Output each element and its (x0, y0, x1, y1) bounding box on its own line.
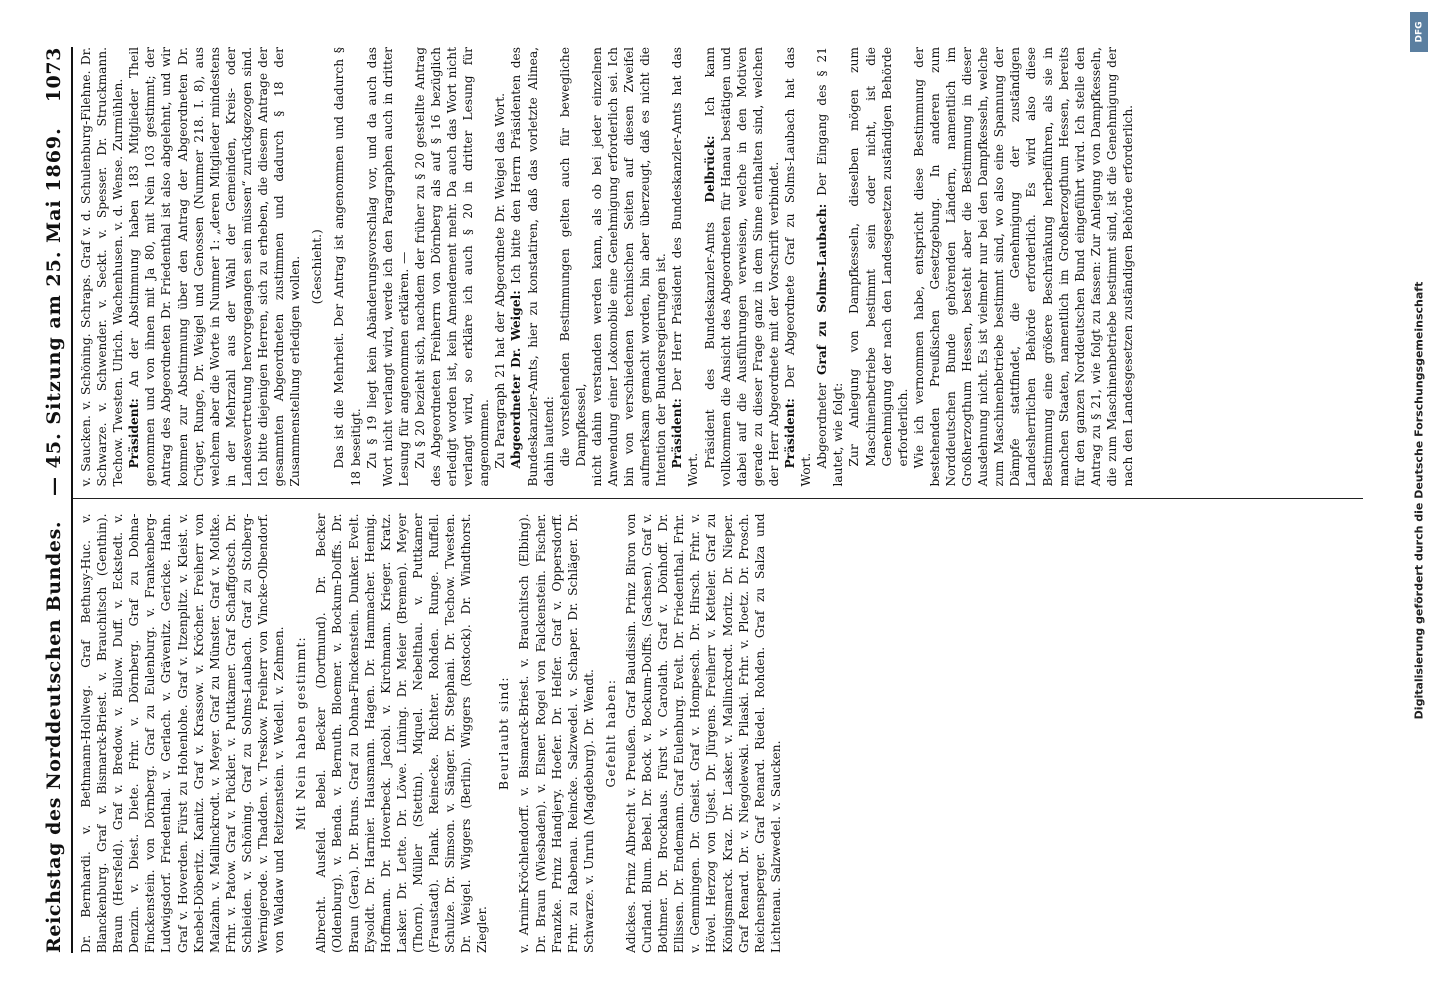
paragraph-section-20: Zu § 20 bezieht sich, nachdem der früher zu § 20 gestellte Antrag des Abgeordneten Freiherrn von Dörnberg als auf § 16 bezüglich erledigt worden ist, kein Amendement mehr. Da auch das Wort nicht verlangt wird, so erkläre ich auch § 20 in dritter Lesung für angenommen. (412, 47, 492, 487)
speech-text: An der Abstimmung haben 183 Mitglieder Theil genommen und von ihnen mit Ja 80, mit Nein 103 gestimmt; der Antrag des Abgeordneten Dr. Friedenthal ist also abgelehnt, und wir kommen zur Abstimmung über den Antrag der Abgeordneten Dr. Crüger, Runge, Dr. Weigel und Genossen (Nummer 218. I. 8), aus welchem aber die Worte in Nummer 1: „deren Mitglieder mindestens in der Mehrzahl aus der Wahl der Gemeinden, Kreis- oder Landesvertretung hervorgegangen sein müssen“ zurückgezogen sind. Ich bitte diejenigen Herren, sich zu erheben, die diesem Antrage der gesammten Abgeordneten zustimmen und dadurch § 18 der Zusammenstellung erledigen wollen. (127, 47, 303, 487)
speaker-role: Abgeordneter (815, 382, 830, 469)
speaker-name: Delbrück: (702, 135, 717, 203)
paragraph-delbrueck (702, 47, 782, 487)
paragraph-section-21: Zu Paragraph 21 hat der Abgeordnete Dr. Weigel das Wort. (493, 93, 508, 469)
speaker-name: Präsident: (127, 398, 142, 469)
speaker-name: Präsident: (670, 398, 685, 469)
paragraph-president-solms (782, 47, 814, 487)
absent-list-continued: v. Saucken. v. Schöning. Schraps. Graf v. d. Schulenburg-Filehne. Dr. Schwarze. v. Schwender. v. Seckt. v. Spesser. Dr. Struckmann. Techow. Twesten. Ulrich. Wachenhusen. v. d. Wense. Zurmühlen. (79, 47, 126, 487)
quotation: die vorstehenden Bestimmungen gelten auch für bewegliche Dampfkessel, (557, 47, 588, 467)
stage-direction: (Geschieht.) (310, 229, 325, 305)
text-columns (73, 47, 1363, 953)
paragraph-president-vote (126, 47, 303, 487)
no-voters-list: Albrecht. Ausfeld. Bebel. Becker (Dortmund). Dr. Becker (Oldenburg). v. Benda. v. Bernuth. Bloemer. v. Bockum-Dolffs. Dr. Braun (Gera). Dr. Bruns. Graf zu Dohna-Finckenstein. Dunker. Evelt. Eysoldt. Dr. Harnier. Hausmann. Hagen. Dr. Hammacher. Hennig. Hoffmann. Dr. Hoverbeck. Jacobi. v. Kirchmann. Krieger. Kratz. Lasker. Dr. Lette. Dr. Löwe. Lüning. Dr. Meier (Bremen). Meyer (Thorn). Müller (Stettin). Miquel. Nebelthau. v. Puttkamer (Fraustadt). Plank. Reinecke. Richter. Rohden. Runge. Ruffell. Schulze. Dr. Simson. v. Sänger. Dr. Stephani. Dr. Techow. Twesten. Dr. Weigel. Wiggers (Berlin). Wiggers (Rostock). Dr. Windthorst. Ziegler. (314, 513, 490, 953)
digitization-credit (1406, 0, 1432, 1000)
paragraph-weigel (508, 47, 556, 487)
yes-voters-list: Dr. Bernhardi. v. Bethmann-Hollweg. Graf Bethusy-Huc. v. Blanckenburg. Graf v. Bismarck-Briest. v. Brauchitsch (Genthin). Braun (Hersfeld). Graf v. Bredow. v. Bülow. Duff. v. Eckstedt. v. Denzin. v. Diest. Diete. Frhr. v. Dörnberg. Graf zu Dohna-Finckenstein. von Dörnberg. Graf zu Eulenburg. v. Frankenberg-Ludwigsdorf. Friedenthal. v. Gerlach. v. Grävenitz. Gericke. Hahn. Graf v. Hoverden. Fürst zu Hohenlohe. Graf v. Itzenplitz. v. Kleist. v. Knebel-Döberitz. Kanitz. Graf v. Krassow. v. Kröcher. Freiherr von Malzahn. v. Mallinckrodt. v. Meyer. Graf zu Münster. Graf v. Moltke. Frhr. v. Patow. Graf v. Pückler. v. Puttkamer. Graf Schaffgotsch. Dr. Schleiden. v. Schöning. Graf zu Solms-Laubach. Graf zu Stolberg-Wernigerode. v. Thadden. v. Treskow. Freiherr von Vincke-Olbendorf. von Waldaw und Reitzenstein. v. Wedell. v. Zehmen. (79, 513, 287, 953)
paragraph-solms-continued: Wie ich vernommen habe, entspricht diese Bestimmung der bestehenden Preußischen Gesetzgebung. In anderen zum Norddeutschen Bunde gehörenden Ländern, namentlich im Großherzogthum Hessen, besteht aber die Bestimmung in dieser Ausdehnung nicht. Es ist vielmehr nur bei den Dampfkesseln, welche zum Maschinenbetriebe bestimmt sind, wo also eine Spannung der Dämpfe stattfindet, die Genehmigung der zuständigen Landesherrlichen Behörde erforderlich. Es wird also diese Bestimmung eine größere Beschränkung herbeiführen, als sie in manchen Staaten, namentlich im Großherzogthum Hessen, bereits für den ganzen Norddeutschen Bund eingeführt wird. Ich stelle den Antrag zu § 21, wie folgt zu fassen: Zur Anlegung von Dampfkesseln, die zum Maschinenbetriebe bestimmt sind, ist die Genehmigung der nach den Landesgesetzen zuständigen Behörde erforderlich. (911, 47, 1135, 487)
speech-text: Der Herr Präsident des Bundeskanzler-Amts hat das Wort. (670, 47, 701, 487)
left-column (73, 514, 1363, 954)
speaker-role: Präsident des Bundeskanzler-Amts (702, 221, 717, 469)
on-leave-heading: Beurlaubt sind: (496, 676, 512, 791)
credit-text: Digitalisierung gefördert durch die Deutsche Forschungsgemeinschaft (1412, 281, 1426, 719)
paragraph-section-19: Zu § 19 liegt kein Abänderungsvorschlag vor, und da auch das Wort nicht verlangt wird, werde ich den Paragraphen auch in dritter Lesung für angenommen erklären. — (364, 47, 411, 487)
document-page (41, 35, 1391, 965)
speaker-name: Abgeordneter Dr. Weigel: (509, 290, 524, 469)
quotation: Zur Anlegung von Dampfkesseln, dieselben mögen zum Maschinenbetriebe bestimmt sein oder nicht, ist die Genehmigung der nach den Landesgesetzen zuständigen Behörde erforderlich. (847, 47, 910, 467)
paragraph-weigel-continued: nicht dahin verstanden werden kann, als ob bei jeder einzelnen Anwendung einer Lokomobile eine Genehmigung erforderlich sei. Ich bin von verschiedenen technischen Seiten auf diesen Zweifel aufmerksam gemacht worden, bin aber überzeugt, daß es nicht die Intention der Bundesregierungen ist. (589, 47, 669, 487)
paragraph-president-delbrueck (669, 47, 701, 487)
speech-text: Der Eingang des § 21 lautet, wie folgt: (815, 47, 846, 487)
header-title: Reichstag des Norddeutschen Bundes. (43, 520, 65, 953)
speech-text: Der Abgeordnete Graf zu Solms-Laubach hat das Wort. (783, 47, 814, 487)
speech-text: Ich kann vollkommen die Ansicht des Abgeordneten für Hanau bestätigen und dabei auf die Ausführungen verweisen, welche in den Motiven gerade zu dieser Frage ganz in dem Sinne enthalten sind, welchen der Herr Abgeordnete mit der Vorschrift verbindet. (702, 47, 781, 487)
header-session: — 45. Sitzung am 25. Mai 1869. (43, 127, 65, 496)
dfg-logo-text: DFG (1414, 21, 1425, 43)
paragraph-result: Das ist die Mehrheit. Der Antrag ist angenommen und dadurch § 18 beseitigt. (332, 47, 363, 487)
absent-list: Adickes. Prinz Albrecht v. Preußen. Graf Baudissin. Prinz Biron von Curland. Blum. Bebel. Dr. Bock. v. Bockum-Dolffs. (Sachsen). Graf v. Bothmer. Dr. Brockhaus. Fürst v. Carolath. Graf v. Dönhoff. Dr. Ellissen. Dr. Endemann. Graf Eulenburg. Evelt. Dr. Friedenthal. Frhr. v. Gemmingen. Dr. Gneist. Graf v. Hompesch. Dr. Hirsch. Frhr. v. Hövel. Herzog von Ujest. Dr. Jürgens. Freiherr v. Ketteler. Graf zu Königsmarck. Kraz. Dr. Lasker. v. Mallinckrodt. Moritz. Dr. Nieper. Graf Renard. Dr. v. Niegolewski. Pilaski. Frhr. v. Ploetz. Dr. Prosch. Reichensperger. Graf Renard. Riedel. Rohden. Graf zu Salza und Lichtenau. Salzwedel. v. Saucken. (624, 513, 783, 953)
speech-text: Ich bitte den Herrn Präsidenten des Bundeskanzler-Amts, hier zu konstatiren, daß das vorletzte Alinea, dahin lautend: (509, 47, 556, 487)
speaker-name: Graf zu Solms-Laubach: (815, 203, 830, 375)
right-column (73, 47, 1363, 500)
speaker-name: Präsident: (783, 398, 798, 469)
absent-heading: Gefehlt haben: (602, 678, 618, 788)
on-leave-list: v. Arnim-Kröchlendorff. v. Bismarck-Briest. v. Brauchitsch (Elbing). Dr. Braun (Wiesbaden). v. Elsner. Rogel von Falckenstein. Fischer. Franzke. Prinz Handjery. Hoefer. Dr. Helfer. Graf v. Oppersdorff. Frhr. zu Rabenau. Reincke. Salzwedel. v. Schaper. Dr. Schläger. Dr. Schwarze. v. Unruh (Magdeburg). Dr. Wendt. (517, 513, 596, 953)
paragraph-solms (814, 47, 846, 487)
running-header (41, 47, 73, 953)
dfg-logo (1410, 12, 1428, 52)
no-voters-heading: Mit Nein haben gestimmt: (293, 636, 309, 831)
page-number: 1073 (43, 47, 65, 103)
